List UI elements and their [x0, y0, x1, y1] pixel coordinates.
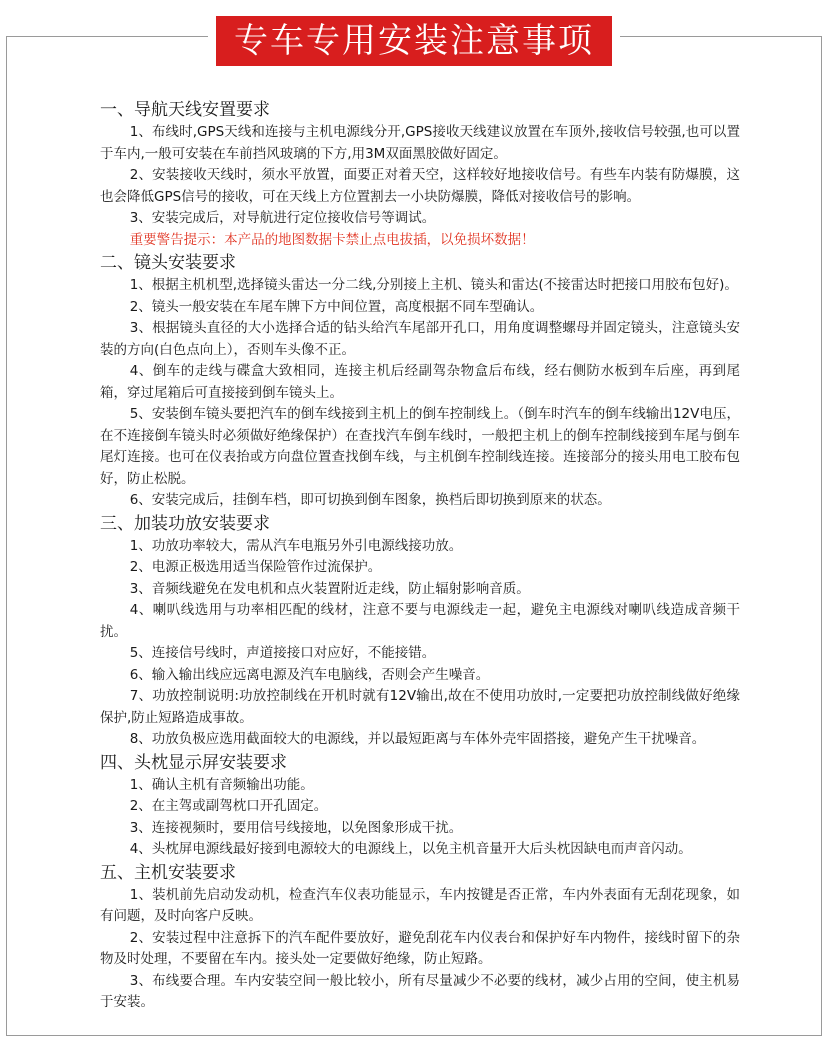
section-head-unit [100, 861, 740, 1014]
section-heading: 一、导航天线安置要求 [100, 100, 270, 120]
list-item: 5、连接信号线时，声道接接口对应好，不能接错。 [129, 645, 436, 661]
list-item: 2、安装接收天线时，须水平放置，面要正对着天空，这样较好地接收信号。有些车内装有防爆膜，这也会降低GPS信号的接收，可在天线上方位置割去一小块防爆膜，降低对接收信号的影响。 [100, 167, 740, 205]
list-item: 2、安装过程中注意拆下的汽车配件要放好，避免刮花车内仪表台和保护好车内物件，接线时留下的杂物及时处理，不要留在车内。接头处一定要做好绝缘，防止短路。 [100, 929, 740, 967]
list-item: 1、确认主机有音频输出功能。 [129, 776, 314, 793]
list-item: 1、布线时,GPS天线和连接与主机电源线分开,GPS接收天线建议放置在车顶外,接收信号较强,也可以置于车内,一般可安装在车前挡风玻璃的下方,用3M双面黑胶做好固定。 [100, 124, 740, 162]
list-item: 2、电源正极选用适当保险管作过流保护。 [129, 559, 382, 575]
list-item: 1、功放功率较大，需从汽车电瓶另外引电源线接功放。 [129, 537, 463, 554]
list-item: 3、连接视频时，要用信号线接地，以免图象形成干扰。 [129, 819, 463, 836]
content [100, 98, 740, 1014]
list-item: 7、功放控制说明:功放控制线在开机时就有12V输出,故在不使用功放时,一定要把功放控制线做好绝缘保护,防止短路造成事故。 [100, 688, 740, 726]
list-item: 1、装机前先启动发动机，检查汽车仪表功能显示，车内按键是否正常，车内外表面有无刮花现象，如有问题，及时向客户反映。 [100, 886, 740, 924]
section-heading: 四、头枕显示屏安装要求 [100, 752, 287, 773]
list-item: 2、在主驾或副驾枕口开孔固定。 [129, 798, 328, 814]
page-title: 专车专用安装注意事项 [216, 16, 612, 66]
list-item: 3、布线要合理。车内安装空间一般比较小，所有尽量减少不必要的线材，减少占用的空间，使主机易于安装。 [100, 972, 740, 1010]
list-item: 5、安装倒车镜头要把汽车的倒车线接到主机上的倒车控制线上。（倒车时汽车的倒车线输出12V电压，在不连接倒车镜头时必须做好绝缘保护）在查找汽车倒车线时，一般把主机上的倒车控制线接到车尾与倒车尾灯连接。也可在仪表抬或方向盘位置查找倒车线，与主机倒车控制线连接。连接部分的接头用电工胶布包好，防止松脱。 [100, 406, 740, 487]
section-navigation-antenna [100, 98, 740, 251]
list-item: 1、根据主机机型,选择镜头雷达一分二线,分别接上主机、镜头和雷达(不接雷达时把接口用胶布包好)。 [129, 277, 738, 293]
section-heading: 二、镜头安装要求 [100, 253, 236, 273]
list-item: 2、镜头一般安装在车尾车牌下方中间位置，高度根据不同车型确认。 [129, 298, 544, 315]
list-item: 4、喇叭线选用与功率相匹配的线材，注意不要与电源线走一起，避免主电源线对喇叭线造成音频干扰。 [100, 602, 740, 640]
list-item: 6、安装完成后，挂倒车档，即可切换到倒车图象，换档后即切换到原来的状态。 [129, 492, 611, 508]
list-item: 4、倒车的走线与碟盒大致相同，连接主机后经副驾杂物盒后布线，经右侧防水板到车后座，再到尾箱，穿过尾箱后可直接接到倒车镜头上。 [100, 363, 740, 401]
list-item: 3、根据镜头直径的大小选择合适的钻头给汽车尾部开孔口，用角度调整螺母并固定镜头，注意镜头安装的方向(白色点向上），否则车头像不正。 [100, 320, 740, 358]
section-amplifier [100, 512, 740, 751]
list-item: 8、功放负极应选用截面较大的电源线，并以最短距离与车体外壳牢固搭接，避免产生干扰噪音。 [129, 731, 706, 747]
title-banner [208, 12, 620, 70]
section-heading: 三、加装功放安装要求 [100, 513, 270, 534]
section-heading: 五、主机安装要求 [100, 862, 236, 883]
list-item: 6、输入输出线应远离电源及汽车电脑线，否则会产生噪音。 [129, 666, 490, 683]
list-item: 3、安装完成后，对导航进行定位接收信号等调试。 [129, 210, 436, 226]
list-item: 3、音频线避免在发电机和点火装置附近走线，防止辐射影响音质。 [129, 580, 530, 597]
warning-note: 重要警告提示：本产品的地图数据卡禁止点电拔插，以免损坏数据！ [129, 231, 535, 248]
list-item: 4、头枕屏电源线最好接到电源较大的电源线上，以免主机音量开大后头枕因缺电而声音闪动。 [129, 841, 692, 857]
section-camera [100, 251, 740, 512]
section-headrest-display [100, 751, 740, 861]
